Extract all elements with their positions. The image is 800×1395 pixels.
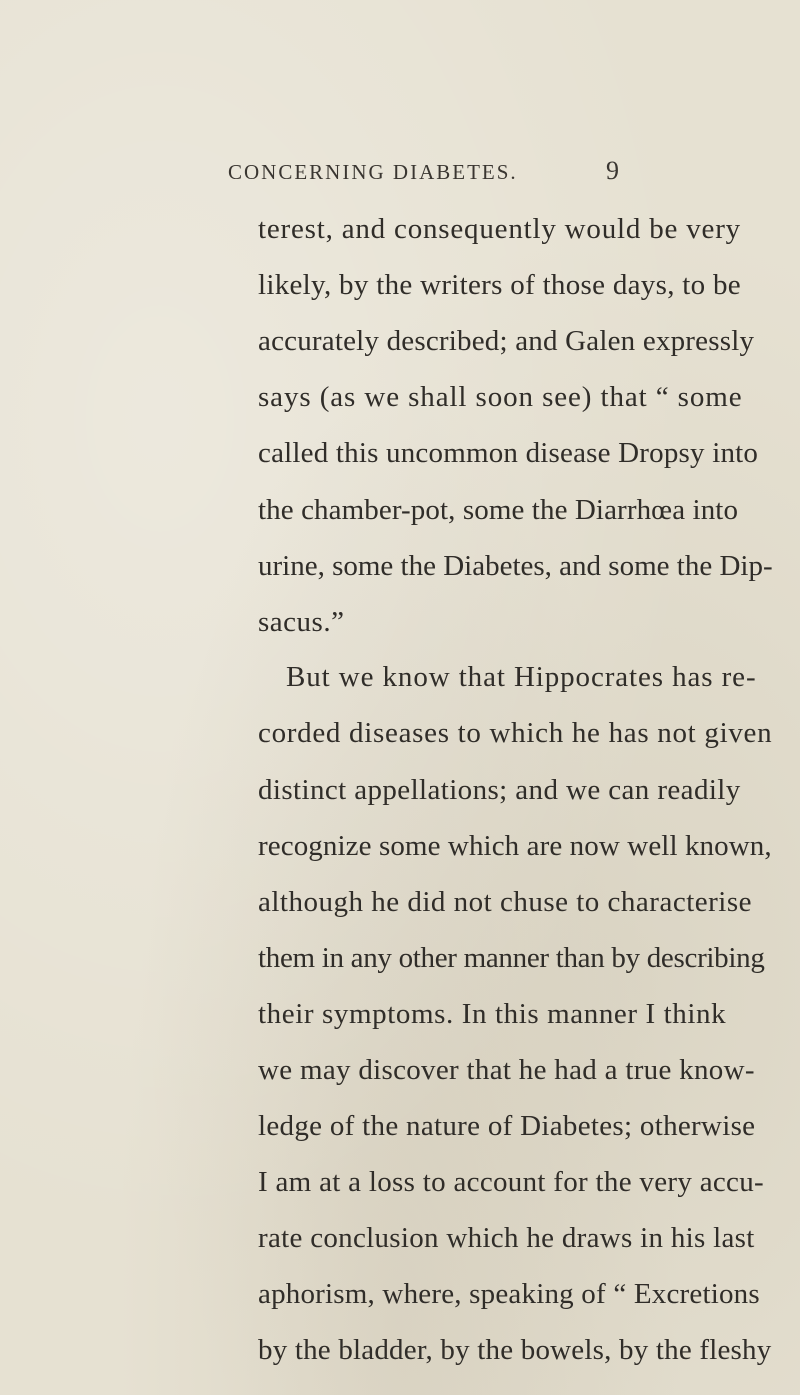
text-line: says (as we shall soon see) that “ some — [258, 381, 743, 413]
text-line: terest, and consequently would be very — [258, 213, 741, 245]
text-line: distinct appellations; and we can readily — [258, 774, 741, 806]
text-line: I am at a loss to account for the very accu- — [258, 1166, 764, 1198]
text-line: the chamber-pot, some the Diarrhœa into — [258, 494, 739, 526]
text-line: called this uncommon disease Dropsy into — [258, 437, 759, 469]
running-title: CONCERNING DIABETES. — [228, 160, 518, 184]
page-number: 9 — [606, 156, 619, 185]
text-line: accurately described; and Galen expressly — [258, 325, 755, 357]
text-line: we may discover that he had a true know- — [258, 1054, 755, 1086]
text-line: recognize some which are now well known, — [258, 830, 772, 862]
text-line: But we know that Hippocrates has re- — [286, 661, 757, 693]
text-line: ledge of the nature of Diabetes; otherwise — [258, 1110, 756, 1142]
text-line: likely, by the writers of those days, to be — [258, 269, 741, 301]
text-line: by the bladder, by the bowels, by the fleshy — [258, 1334, 772, 1366]
text-line: rate conclusion which he draws in his last — [258, 1222, 755, 1254]
text-line: aphorism, where, speaking of “ Excretions — [258, 1278, 760, 1310]
text-line: corded diseases to which he has not given — [258, 717, 773, 749]
text-line: them in any other manner than by describing — [258, 942, 765, 974]
text-line: although he did not chuse to characterise — [258, 886, 753, 918]
text-line: sacus.” — [258, 606, 345, 638]
text-line: urine, some the Diabetes, and some the Dip- — [258, 550, 773, 582]
text-line: their symptoms. In this manner I think — [258, 998, 727, 1030]
